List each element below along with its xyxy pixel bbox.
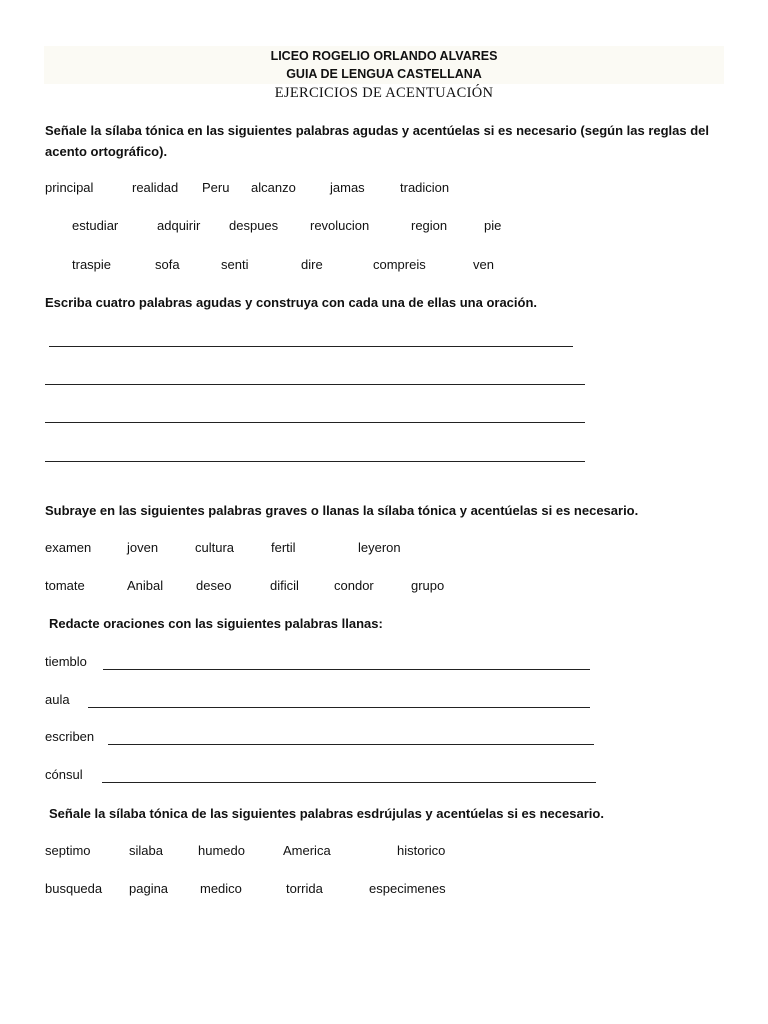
- section5-instruction: Señale la sílaba tónica de las siguientes palabras esdrújulas y acentúelas si es necesario.: [49, 806, 604, 821]
- section3-instruction: Subraye en las siguientes palabras graves o llanas la sílaba tónica y acentúelas si es necesario.: [45, 503, 639, 518]
- answer-line[interactable]: [88, 707, 590, 708]
- word-item: estudiar: [72, 218, 119, 233]
- answer-line[interactable]: [45, 384, 585, 385]
- word-item: medico: [200, 881, 242, 896]
- word-item: senti: [221, 257, 249, 272]
- section1-instruction: Señale la sílaba tónica en las siguientes palabras agudas y acentúelas si es necesario (según las reglas del acento ortográfico).: [45, 123, 710, 159]
- answer-line[interactable]: [102, 782, 596, 783]
- word-item: joven: [127, 540, 159, 555]
- answer-line[interactable]: [108, 744, 594, 745]
- sentence-word: cónsul: [45, 767, 83, 782]
- word-item: examen: [45, 540, 92, 555]
- word-item: busqueda: [45, 881, 103, 896]
- word-item: despues: [229, 218, 279, 233]
- word-item: dificil: [270, 578, 299, 593]
- word-item: tomate: [45, 578, 85, 593]
- word-item: compreis: [373, 257, 426, 272]
- word-item: Peru: [202, 180, 230, 195]
- word-item: condor: [334, 578, 374, 593]
- word-item: region: [411, 218, 448, 233]
- word-item: ven: [473, 257, 494, 272]
- word-item: jamas: [330, 180, 365, 195]
- word-item: revolucion: [310, 218, 370, 233]
- word-item: sofa: [155, 257, 180, 272]
- word-item: leyeron: [358, 540, 401, 555]
- word-item: torrida: [286, 881, 323, 896]
- subject-name: GUIA DE LENGUA CASTELLANA: [286, 67, 482, 81]
- word-item: especimenes: [369, 881, 446, 896]
- sentence-word: tiemblo: [45, 654, 87, 669]
- section2-instruction: Escriba cuatro palabras agudas y construya con cada una de ellas una oración.: [45, 295, 538, 310]
- word-item: fertil: [271, 540, 296, 555]
- school-name: LICEO ROGELIO ORLANDO ALVARES: [270, 49, 498, 63]
- word-item: silaba: [129, 843, 163, 858]
- section4-instruction: Redacte oraciones con las siguientes palabras llanas:: [49, 616, 383, 631]
- word-item: historico: [397, 843, 446, 858]
- sentence-word: escriben: [45, 729, 95, 744]
- word-item: alcanzo: [251, 180, 296, 195]
- word-item: Anibal: [127, 578, 164, 593]
- word-item: traspie: [72, 257, 112, 272]
- answer-line[interactable]: [45, 461, 585, 462]
- word-item: septimo: [45, 843, 91, 858]
- word-item: adquirir: [157, 218, 201, 233]
- word-item: tradicion: [400, 180, 450, 195]
- word-item: humedo: [198, 843, 245, 858]
- word-item: realidad: [132, 180, 179, 195]
- word-item: pagina: [129, 881, 169, 896]
- answer-line[interactable]: [103, 669, 590, 670]
- word-item: principal: [45, 180, 94, 195]
- word-item: deseo: [196, 578, 232, 593]
- word-item: dire: [301, 257, 323, 272]
- answer-line[interactable]: [45, 422, 585, 423]
- word-item: pie: [484, 218, 502, 233]
- word-item: grupo: [411, 578, 445, 593]
- answer-line[interactable]: [49, 346, 573, 347]
- worksheet-title: EJERCICIOS DE ACENTUACIÓN: [274, 85, 494, 101]
- word-item: cultura: [195, 540, 235, 555]
- word-item: America: [283, 843, 331, 858]
- sentence-word: aula: [45, 692, 70, 707]
